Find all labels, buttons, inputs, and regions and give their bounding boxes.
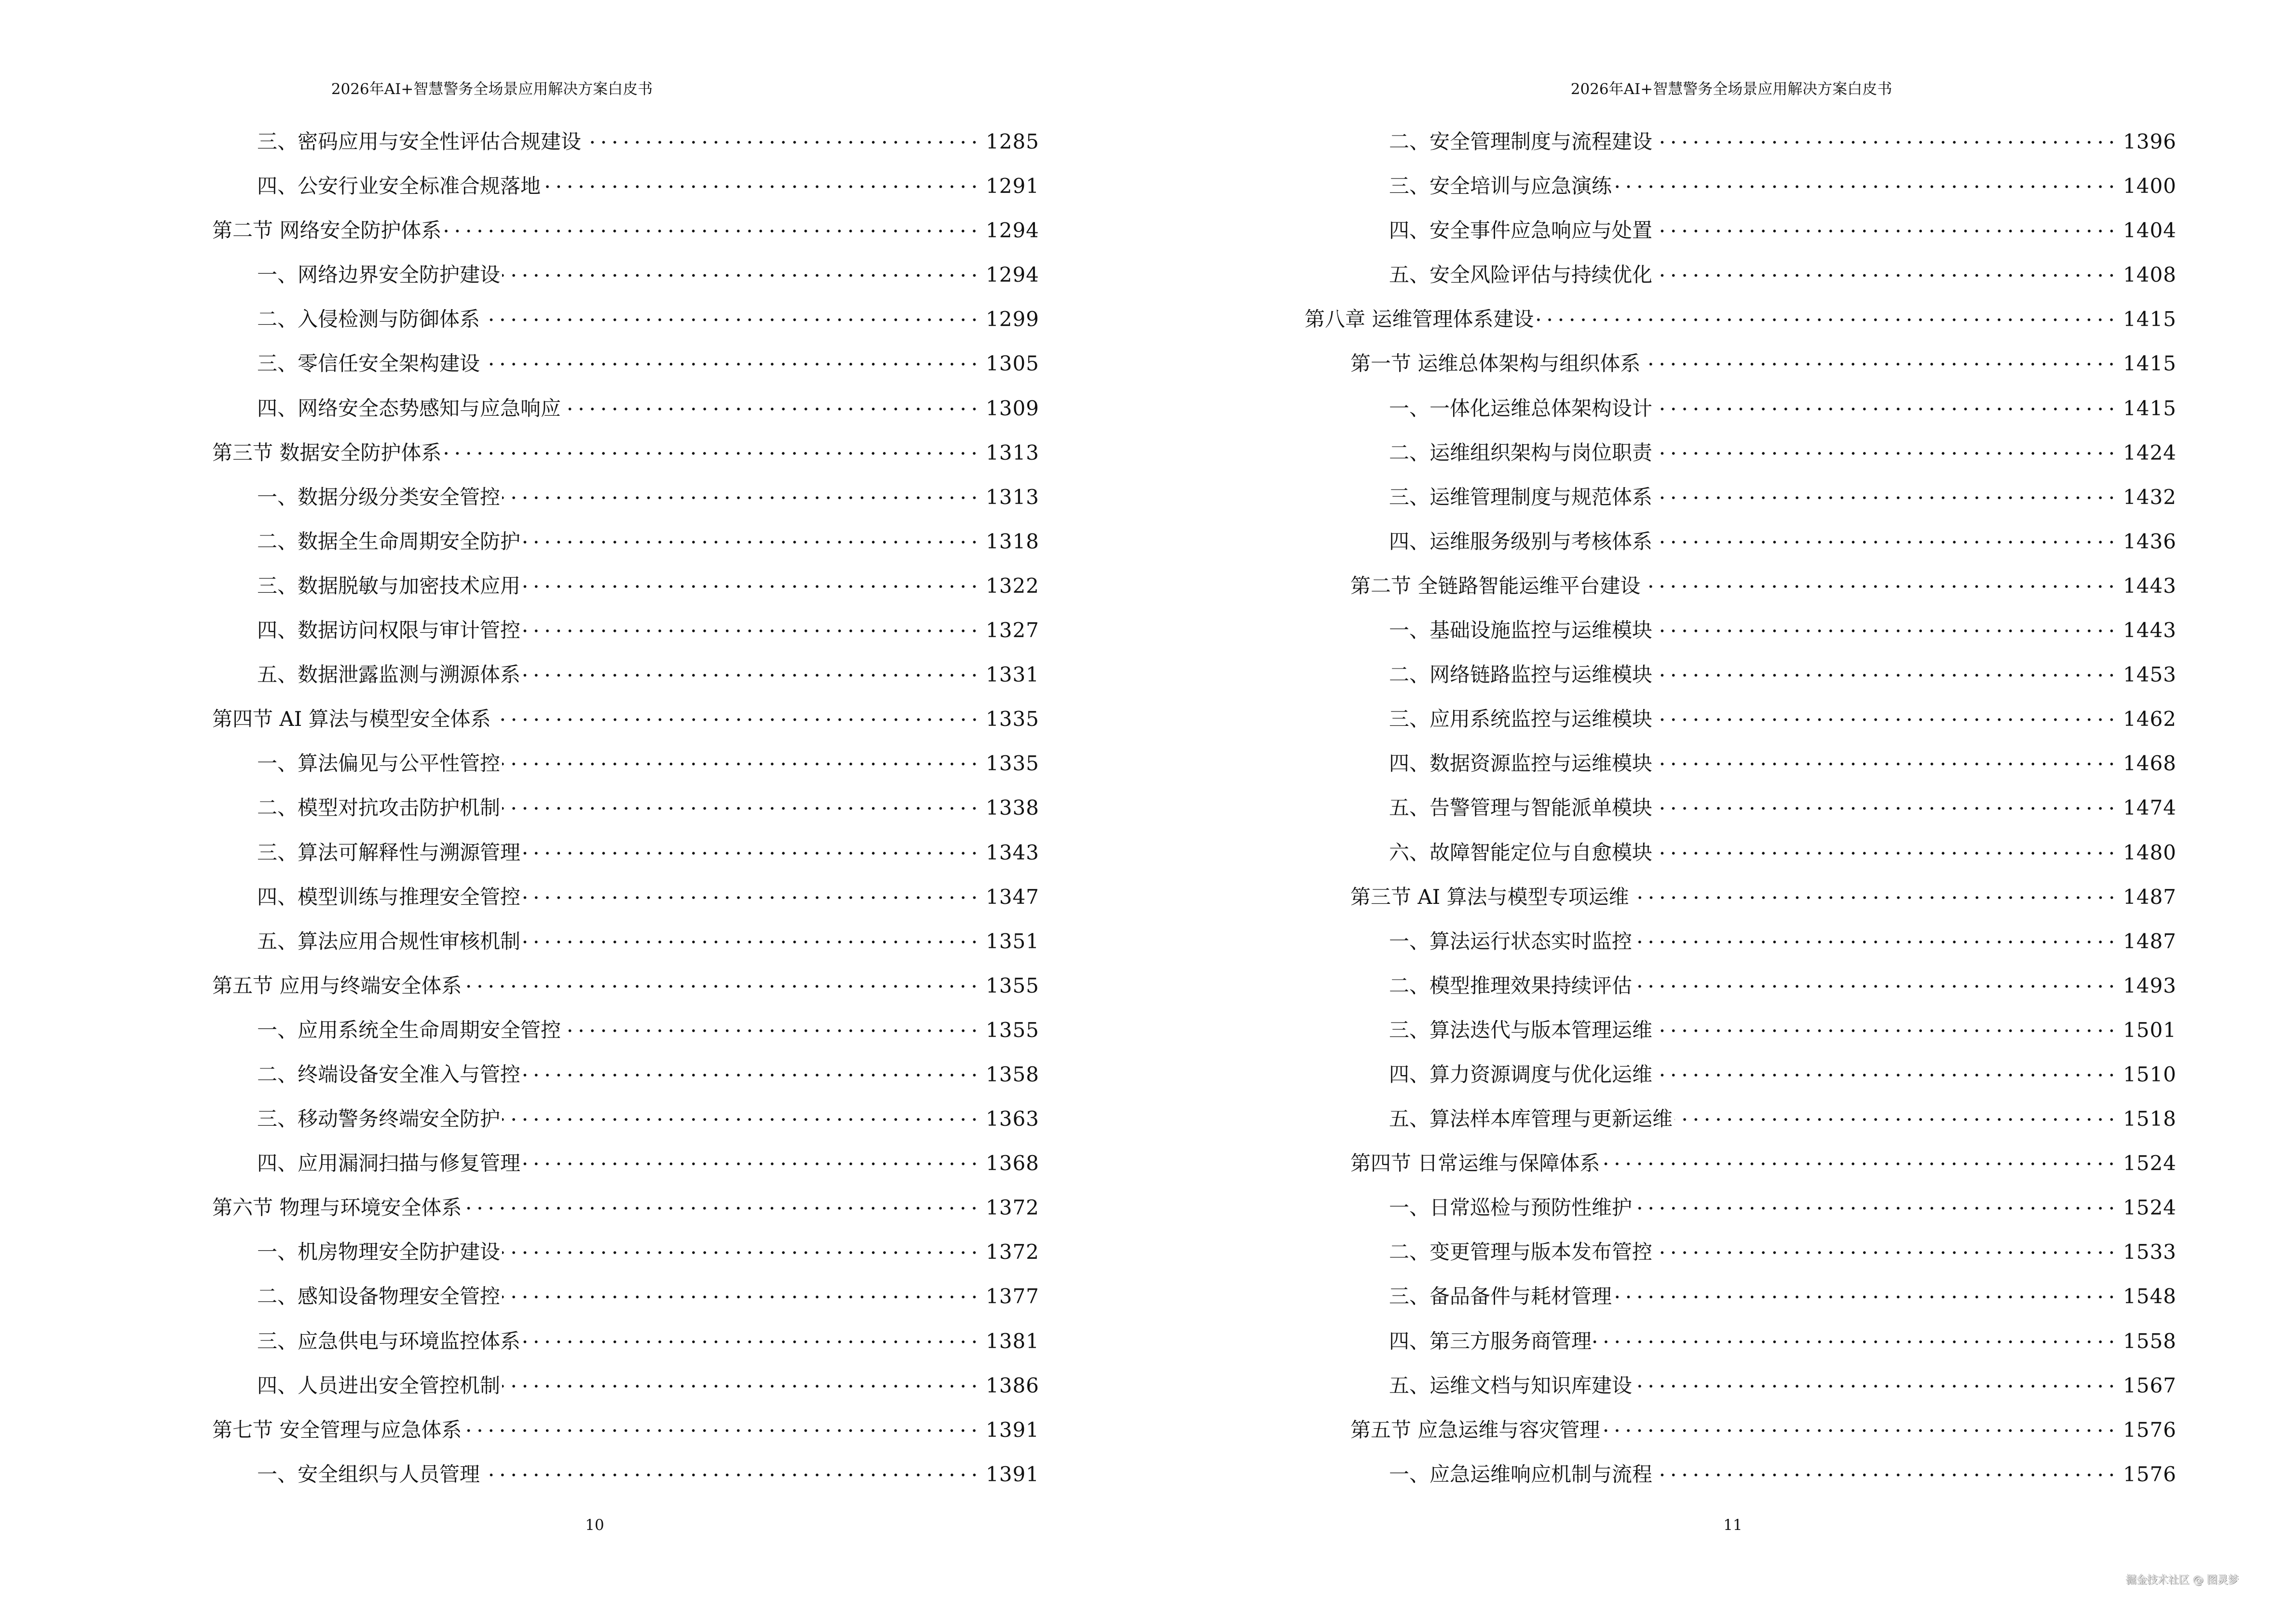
toc-entry-title: 第三节 AI 算法与模型专项运维: [1350, 885, 1629, 909]
toc-section-entry[interactable]: [1305, 875, 2175, 919]
dot-leader: [1654, 1008, 2117, 1037]
toc-entry-page-number: 1408: [2123, 263, 2177, 287]
toc-subsection-entry[interactable]: [1305, 431, 2175, 475]
dot-leader: [463, 1186, 980, 1215]
dot-leader: [522, 1052, 980, 1081]
toc-entry-title: 四、运维服务级别与考核体系: [1389, 529, 1653, 553]
toc-entry-page-number: 1294: [986, 263, 1039, 287]
toc-entry-title: 第七节 安全管理与应急体系: [212, 1418, 462, 1442]
dot-leader: [1654, 208, 2117, 237]
toc-entry-title: 第六节 物理与环境安全体系: [212, 1196, 462, 1220]
toc-entry-page-number: 1391: [986, 1462, 1039, 1486]
toc-entry-page-number: 1396: [2123, 130, 2177, 153]
toc-entry-title: 二、模型对抗攻击防护机制: [257, 796, 501, 820]
toc-subsection-entry[interactable]: [1305, 1319, 2175, 1364]
dot-leader: [1614, 164, 2117, 193]
toc-section-entry[interactable]: [212, 697, 1038, 741]
dot-leader: [1593, 1319, 2117, 1348]
right-page: [1144, 0, 2287, 1624]
toc-entry-title: 一、应用系统全生命周期安全管控: [257, 1018, 561, 1042]
toc-entry-page-number: 1487: [2123, 885, 2177, 909]
dot-leader: [1654, 1052, 2117, 1081]
toc-subsection-entry[interactable]: [212, 1141, 1038, 1186]
toc-subsection-entry[interactable]: [1305, 1186, 2175, 1230]
toc-entry-page-number: 1335: [986, 707, 1039, 731]
toc-entry-page-number: 1400: [2123, 174, 2177, 198]
dot-leader: [522, 831, 980, 860]
toc-subsection-entry[interactable]: [212, 341, 1038, 386]
dot-leader: [1642, 564, 2117, 593]
toc-entry-title: 第三节 数据安全防护体系: [212, 440, 442, 464]
toc-entry-title: 二、感知设备物理安全管控: [257, 1284, 501, 1309]
toc-entry-page-number: 1331: [986, 663, 1039, 687]
dot-leader: [1634, 919, 2117, 948]
toc-entry-title: 第五节 应用与终端安全体系: [212, 973, 462, 997]
dot-leader: [502, 741, 980, 770]
toc-entry-title: 三、运维管理制度与规范体系: [1389, 485, 1653, 509]
toc-entry-page-number: 1358: [986, 1062, 1039, 1086]
toc-entry-title: 二、安全管理制度与流程建设: [1389, 130, 1653, 153]
toc-subsection-entry[interactable]: [1305, 1008, 2175, 1052]
toc-entry-page-number: 1432: [2123, 485, 2177, 509]
toc-subsection-entry[interactable]: [212, 164, 1038, 208]
toc-subsection-entry[interactable]: [1305, 919, 2175, 964]
toc-entry-title: 五、算法应用合规性审核机制: [257, 929, 521, 953]
dot-leader: [522, 608, 980, 637]
toc-subsection-entry[interactable]: [1305, 475, 2175, 519]
toc-entry-page-number: 1391: [986, 1418, 1039, 1442]
toc-entry-title: 五、安全风险评估与持续优化: [1389, 263, 1653, 287]
toc-entry-page-number: 1468: [2123, 751, 2177, 776]
toc-entry-title: 一、机房物理安全防护建设: [257, 1240, 501, 1264]
toc-subsection-entry[interactable]: [1305, 1230, 2175, 1274]
toc-subsection-entry[interactable]: [212, 1230, 1038, 1274]
toc-entry-page-number: 1443: [2123, 618, 2177, 642]
toc-entry-title: 四、人员进出安全管控机制: [257, 1373, 501, 1397]
toc-entry-title: 三、安全培训与应急演练: [1389, 174, 1612, 198]
dot-leader: [1654, 1230, 2117, 1259]
toc-entry-title: 第一节 运维总体架构与组织体系: [1350, 352, 1641, 376]
toc-entry-page-number: 1524: [2123, 1196, 2177, 1220]
toc-subsection-entry[interactable]: [212, 564, 1038, 608]
dot-leader: [493, 697, 980, 726]
toc-entry-title: 二、数据全生命周期安全防护: [257, 529, 521, 553]
toc-entry-title: 五、告警管理与智能派单模块: [1389, 796, 1653, 820]
toc-entry-page-number: 1381: [986, 1329, 1039, 1353]
toc-entry-page-number: 1443: [2123, 573, 2177, 598]
toc-entry-title: 三、算法可解释性与溯源管理: [257, 840, 521, 864]
toc-entry-page-number: 1415: [2123, 352, 2177, 376]
toc-entry-page-number: 1299: [986, 307, 1039, 331]
toc-entry-page-number: 1386: [986, 1373, 1039, 1397]
toc-section-entry[interactable]: [1305, 1408, 2175, 1452]
toc-subsection-entry[interactable]: [1305, 697, 2175, 741]
toc-entry-page-number: 1510: [2123, 1062, 2177, 1086]
dot-leader: [563, 386, 980, 415]
toc-entry-page-number: 1294: [986, 218, 1039, 243]
table-of-contents: [1305, 120, 2175, 1497]
toc-entry-title: 二、入侵检测与防御体系: [257, 307, 480, 331]
dot-leader: [522, 653, 980, 682]
toc-entry-page-number: 1453: [2123, 663, 2177, 687]
table-of-contents: [212, 120, 1038, 1497]
toc-entry-page-number: 1576: [2123, 1418, 2177, 1442]
toc-section-entry[interactable]: [212, 431, 1038, 475]
toc-subsection-entry[interactable]: [212, 831, 1038, 875]
dot-leader: [502, 786, 980, 815]
dot-leader: [563, 1008, 980, 1037]
toc-entry-title: 二、网络链路监控与运维模块: [1389, 663, 1653, 687]
toc-entry-page-number: 1462: [2123, 707, 2177, 731]
dot-leader: [522, 875, 980, 904]
dot-leader: [1654, 519, 2117, 548]
toc-section-entry[interactable]: [1305, 1141, 2175, 1186]
dot-leader: [1654, 831, 2117, 860]
watermark: 掘金技术社区 @ 图灵梦: [2126, 1574, 2239, 1586]
toc-entry-title: 第二节 全链路智能运维平台建设: [1350, 573, 1641, 598]
dot-leader: [482, 1452, 980, 1481]
toc-entry-page-number: 1424: [2123, 440, 2177, 464]
dot-leader: [1654, 386, 2117, 415]
dot-leader: [522, 519, 980, 548]
toc-entry-page-number: 1368: [986, 1151, 1039, 1175]
dot-leader: [1634, 1186, 2117, 1215]
toc-section-entry[interactable]: [212, 964, 1038, 1008]
toc-subsection-entry[interactable]: [1305, 1274, 2175, 1319]
toc-entry-title: 二、变更管理与版本发布管控: [1389, 1240, 1653, 1264]
toc-entry-page-number: 1576: [2123, 1462, 2177, 1486]
dot-leader: [1654, 608, 2117, 637]
toc-entry-title: 一、应急运维响应机制与流程: [1389, 1462, 1653, 1486]
toc-entry-title: 三、应用系统监控与运维模块: [1389, 707, 1653, 731]
toc-entry-page-number: 1313: [986, 440, 1039, 464]
toc-subsection-entry[interactable]: [212, 741, 1038, 786]
toc-entry-page-number: 1533: [2123, 1240, 2177, 1264]
toc-subsection-entry[interactable]: [1305, 1452, 2175, 1497]
toc-subsection-entry[interactable]: [212, 608, 1038, 653]
dot-leader: [583, 120, 980, 149]
toc-subsection-entry[interactable]: [1305, 964, 2175, 1008]
toc-subsection-entry[interactable]: [212, 1274, 1038, 1319]
toc-entry-title: 一、数据分级分类安全管控: [257, 485, 501, 509]
page-number: 11: [1723, 1516, 1742, 1534]
toc-entry-page-number: 1355: [986, 1018, 1039, 1042]
toc-subsection-entry[interactable]: [1305, 120, 2175, 164]
toc-subsection-entry[interactable]: [1305, 519, 2175, 564]
toc-entry-page-number: 1415: [2123, 396, 2177, 420]
toc-entry-title: 四、网络安全态势感知与应急响应: [257, 396, 561, 420]
toc-subsection-entry[interactable]: [1305, 786, 2175, 830]
toc-subsection-entry[interactable]: [1305, 208, 2175, 253]
toc-entry-page-number: 1313: [986, 485, 1039, 509]
toc-entry-title: 四、第三方服务商管理: [1389, 1329, 1592, 1353]
toc-entry-title: 三、密码应用与安全性评估合规建设: [257, 130, 582, 153]
dot-leader: [502, 475, 980, 504]
dot-leader: [1654, 786, 2117, 815]
dot-leader: [1602, 1408, 2117, 1437]
toc-subsection-entry[interactable]: [212, 786, 1038, 830]
toc-entry-page-number: 1436: [2123, 529, 2177, 553]
toc-subsection-entry[interactable]: [1305, 253, 2175, 297]
dot-leader: [1654, 253, 2117, 282]
dot-leader: [1631, 875, 2117, 904]
dot-leader: [1536, 297, 2117, 326]
dot-leader: [522, 1141, 980, 1170]
toc-entry-page-number: 1309: [986, 396, 1039, 420]
dot-leader: [1634, 964, 2117, 993]
toc-entry-title: 三、移动警务终端安全防护: [257, 1107, 501, 1131]
dot-leader: [1654, 697, 2117, 726]
toc-entry-page-number: 1548: [2123, 1284, 2177, 1309]
toc-subsection-entry[interactable]: [1305, 741, 2175, 786]
toc-entry-title: 四、数据访问权限与审计管控: [257, 618, 521, 642]
toc-entry-title: 一、日常巡检与预防性维护: [1389, 1196, 1633, 1220]
toc-subsection-entry[interactable]: [212, 1008, 1038, 1052]
page-number: 10: [585, 1516, 604, 1534]
toc-entry-page-number: 1558: [2123, 1329, 2177, 1353]
toc-entry-page-number: 1377: [986, 1284, 1039, 1309]
toc-entry-page-number: 1524: [2123, 1151, 2177, 1175]
toc-subsection-entry[interactable]: [212, 297, 1038, 341]
toc-subsection-entry[interactable]: [212, 919, 1038, 964]
toc-entry-page-number: 1355: [986, 973, 1039, 997]
toc-entry-page-number: 1318: [986, 529, 1039, 553]
toc-entry-title: 一、安全组织与人员管理: [257, 1462, 480, 1486]
toc-subsection-entry[interactable]: [212, 875, 1038, 919]
toc-subsection-entry[interactable]: [1305, 386, 2175, 431]
toc-section-entry[interactable]: [212, 1408, 1038, 1452]
toc-entry-page-number: 1305: [986, 352, 1039, 376]
dot-leader: [1614, 1274, 2117, 1303]
dot-leader: [482, 297, 980, 326]
toc-entry-title: 五、算法样本库管理与更新运维: [1389, 1107, 1673, 1131]
toc-entry-title: 二、运维组织架构与岗位职责: [1389, 440, 1653, 464]
toc-entry-page-number: 1487: [2123, 929, 2177, 953]
toc-entry-title: 一、一体化运维总体架构设计: [1389, 396, 1653, 420]
toc-section-entry[interactable]: [1305, 564, 2175, 608]
toc-entry-title: 四、模型训练与推理安全管控: [257, 885, 521, 909]
toc-entry-title: 一、算法偏见与公平性管控: [257, 751, 501, 776]
toc-entry-page-number: 1372: [986, 1196, 1039, 1220]
toc-entry-title: 四、数据资源监控与运维模块: [1389, 751, 1653, 776]
toc-subsection-entry[interactable]: [212, 653, 1038, 697]
toc-entry-title: 二、终端设备安全准入与管控: [257, 1062, 521, 1086]
toc-section-entry[interactable]: [1305, 341, 2175, 386]
toc-entry-title: 第四节 AI 算法与模型安全体系: [212, 707, 491, 731]
toc-subsection-entry[interactable]: [212, 1052, 1038, 1097]
toc-entry-page-number: 1474: [2123, 796, 2177, 820]
dot-leader: [443, 208, 980, 237]
toc-entry-page-number: 1351: [986, 929, 1039, 953]
dot-leader: [543, 164, 980, 193]
toc-entry-page-number: 1338: [986, 796, 1039, 820]
toc-entry-title: 四、安全事件应急响应与处置: [1389, 218, 1653, 243]
dot-leader: [443, 431, 980, 460]
toc-entry-page-number: 1501: [2123, 1018, 2177, 1042]
toc-entry-page-number: 1415: [2123, 307, 2177, 331]
dot-leader: [1654, 120, 2117, 149]
dot-leader: [1642, 341, 2117, 370]
toc-entry-title: 第八章 运维管理体系建设: [1305, 307, 1534, 331]
dot-leader: [522, 1319, 980, 1348]
toc-entry-page-number: 1347: [986, 885, 1039, 909]
dot-leader: [1674, 1097, 2117, 1126]
toc-entry-page-number: 1567: [2123, 1373, 2177, 1397]
dot-leader: [502, 1364, 980, 1392]
toc-entry-title: 五、数据泄露监测与溯源体系: [257, 663, 521, 687]
toc-entry-title: 第四节 日常运维与保障体系: [1350, 1151, 1600, 1175]
toc-entry-page-number: 1480: [2123, 840, 2177, 864]
toc-subsection-entry[interactable]: [1305, 831, 2175, 875]
toc-subsection-entry[interactable]: [212, 1364, 1038, 1408]
toc-subsection-entry[interactable]: [212, 120, 1038, 164]
dot-leader: [1634, 1364, 2117, 1392]
running-header: 2026年AI+智慧警务全场景应用解决方案白皮书: [331, 81, 653, 98]
toc-entry-title: 四、算力资源调度与优化运维: [1389, 1062, 1653, 1086]
dot-leader: [1654, 653, 2117, 682]
toc-entry-title: 五、运维文档与知识库建设: [1389, 1373, 1633, 1397]
toc-entry-title: 一、基础设施监控与运维模块: [1389, 618, 1653, 642]
toc-entry-page-number: 1343: [986, 840, 1039, 864]
toc-subsection-entry[interactable]: [212, 475, 1038, 519]
toc-entry-title: 第二节 网络安全防护体系: [212, 218, 442, 243]
dot-leader: [1602, 1141, 2117, 1170]
toc-subsection-entry[interactable]: [212, 1097, 1038, 1141]
dot-leader: [463, 1408, 980, 1437]
toc-entry-title: 六、故障智能定位与自愈模块: [1389, 840, 1653, 864]
toc-subsection-entry[interactable]: [1305, 1097, 2175, 1141]
toc-entry-title: 三、备品备件与耗材管理: [1389, 1284, 1612, 1309]
toc-entry-title: 三、应急供电与环境监控体系: [257, 1329, 521, 1353]
toc-subsection-entry[interactable]: [1305, 608, 2175, 653]
toc-subsection-entry[interactable]: [212, 1319, 1038, 1364]
toc-entry-page-number: 1285: [986, 130, 1039, 153]
toc-entry-page-number: 1372: [986, 1240, 1039, 1264]
dot-leader: [522, 919, 980, 948]
toc-subsection-entry[interactable]: [1305, 164, 2175, 208]
toc-entry-page-number: 1291: [986, 174, 1039, 198]
toc-subsection-entry[interactable]: [1305, 1052, 2175, 1097]
dot-leader: [502, 253, 980, 282]
toc-subsection-entry[interactable]: [212, 519, 1038, 564]
toc-entry-title: 一、网络边界安全防护建设: [257, 263, 501, 287]
toc-subsection-entry[interactable]: [1305, 1364, 2175, 1408]
toc-subsection-entry[interactable]: [1305, 653, 2175, 697]
toc-entry-title: 三、零信任安全架构建设: [257, 352, 480, 376]
toc-section-entry[interactable]: [212, 208, 1038, 253]
dot-leader: [1654, 741, 2117, 770]
toc-entry-page-number: 1322: [986, 573, 1039, 598]
toc-entry-title: 四、公安行业安全标准合规落地: [257, 174, 541, 198]
dot-leader: [502, 1230, 980, 1259]
dot-leader: [502, 1097, 980, 1126]
toc-entry-page-number: 1404: [2123, 218, 2177, 243]
dot-leader: [502, 1274, 980, 1303]
toc-entry-title: 四、应用漏洞扫描与修复管理: [257, 1151, 521, 1175]
toc-entry-page-number: 1518: [2123, 1107, 2177, 1131]
toc-entry-page-number: 1327: [986, 618, 1039, 642]
dot-leader: [1654, 1452, 2117, 1481]
dot-leader: [1654, 475, 2117, 504]
toc-entry-title: 一、算法运行状态实时监控: [1389, 929, 1633, 953]
dot-leader: [463, 964, 980, 993]
toc-entry-title: 第五节 应急运维与容灾管理: [1350, 1418, 1600, 1442]
toc-subsection-entry[interactable]: [212, 1452, 1038, 1497]
toc-entry-page-number: 1363: [986, 1107, 1039, 1131]
running-header: 2026年AI+智慧警务全场景应用解决方案白皮书: [1570, 81, 1892, 98]
toc-chapter-entry[interactable]: [1305, 297, 2175, 341]
toc-entry-page-number: 1335: [986, 751, 1039, 776]
toc-section-entry[interactable]: [212, 1186, 1038, 1230]
dot-leader: [522, 564, 980, 593]
toc-entry-title: 三、数据脱敏与加密技术应用: [257, 573, 521, 598]
dot-leader: [482, 341, 980, 370]
toc-entry-title: 三、算法迭代与版本管理运维: [1389, 1018, 1653, 1042]
toc-subsection-entry[interactable]: [212, 386, 1038, 431]
toc-entry-page-number: 1493: [2123, 973, 2177, 997]
toc-subsection-entry[interactable]: [212, 253, 1038, 297]
toc-entry-title: 二、模型推理效果持续评估: [1389, 973, 1633, 997]
dot-leader: [1654, 431, 2117, 460]
